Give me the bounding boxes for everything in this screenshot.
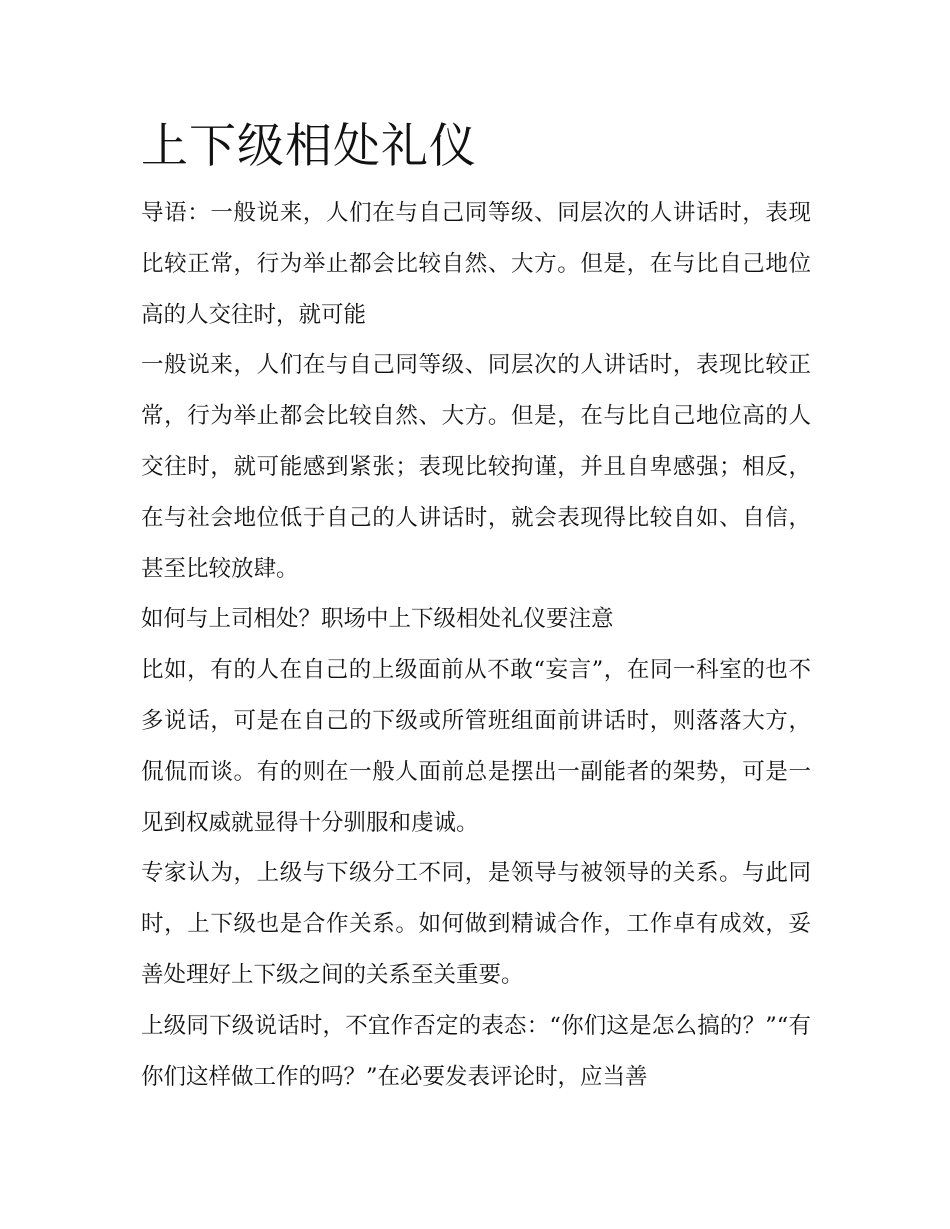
intro-paragraph: 导语：一般说来，人们在与自己同等级、同层次的人讲话时，表现比较正常，行为举止都会比较自然、大方。但是，在与比自己地位高的人交往时，就可能 [141,200,811,328]
body-paragraph-2: 比如，有的人在自己的上级面前从不敢“妄言”，在同一科室的也不多说话，可是在自己的下级或所管班组面前讲话时，则落落大方，侃侃而谈。有的则在一般人面前总是摆出一副能者的架势，可是一见到权威就显得十分驯服和虔诚。 [141,657,811,836]
body-paragraph-3: 专家认为，上级与下级分工不同，是领导与被领导的关系。与此同时，上下级也是合作关系。如何做到精诚合作，工作卓有成效，妥善处理好上下级之间的关系至关重要。 [141,860,811,988]
subheading-paragraph: 如何与上司相处？职场中上下级相处礼仪要注意 [141,606,614,633]
document-title: 上下级相处礼仪 [141,119,477,174]
body-paragraph-1: 一般说来，人们在与自己同等级、同层次的人讲话时，表现比较正常，行为举止都会比较自然、大方。但是，在与比自己地位高的人交往时，就可能感到紧张；表现比较拘谨，并且自卑感强；相反，在与社会地位低于自己的人讲话时，就会表现得比较自如、自信，甚至比较放肆。 [141,352,811,582]
document-page [141,112,811,1102]
body-paragraph-4: 上级同下级说话时，不宜作否定的表态：“你们这是怎么搞的？”“有你们这样做工作的吗？”在必要发表评论时，应当善 [141,1012,811,1090]
